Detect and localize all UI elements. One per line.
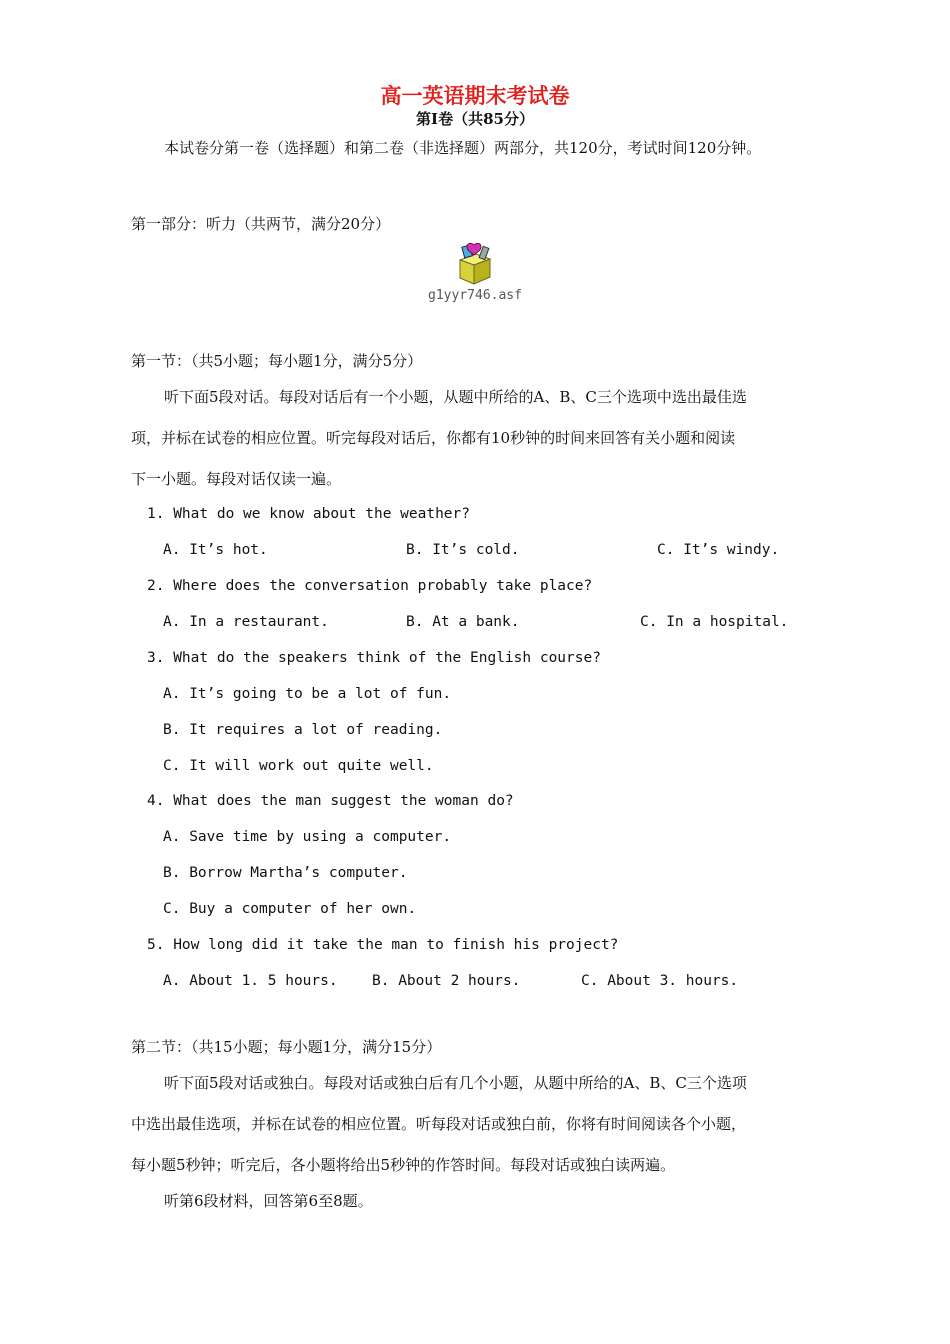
section1-instruction-line: 项，并标在试卷的相应位置。听完每段对话后，你都有10秒钟的时间来回答有关小题和阅读	[131, 429, 736, 447]
package-icon[interactable]	[454, 242, 494, 286]
q3-option-a: A. It’s going to be a lot of fun.	[163, 686, 452, 702]
exam-title: 高一英语期末考试卷	[380, 83, 570, 108]
q2-option-c: C. In a hospital.	[640, 614, 789, 630]
q2-option-b: B. At a bank.	[406, 614, 520, 630]
q2-option-a: A. In a restaurant.	[163, 614, 329, 630]
exam-intro: 本试卷分第一卷（选择题）和第二卷（非选择题）两部分，共120分，考试时间120分钟。	[164, 139, 762, 157]
section2-instruction-line: 中选出最佳选项，并标在试卷的相应位置。听每段对话或独白前，你将有时间阅读各个小题，	[131, 1115, 747, 1133]
section2-heading: 第二节：（共15小题；每小题1分，满分15分）	[131, 1038, 442, 1056]
q1-option-a: A. It’s hot.	[163, 542, 268, 558]
volume-subtitle: 第I卷（共85分）	[416, 110, 534, 128]
question-3: 3. What do the speakers think of the English course?	[147, 650, 601, 666]
question-2: 2. Where does the conversation probably take place?	[147, 578, 593, 594]
part1-heading: 第一部分：听力（共两节，满分20分）	[131, 215, 391, 233]
q1-option-b: B. It’s cold.	[406, 542, 520, 558]
section2-instruction-line: 听下面5段对话或独白。每段对话或独白后有几个小题，从题中所给的A、B、C三个选项	[164, 1074, 747, 1092]
q4-option-c: C. Buy a computer of her own.	[163, 901, 417, 917]
q5-option-b: B. About 2 hours.	[372, 973, 521, 989]
question-1: 1. What do we know about the weather?	[147, 506, 471, 522]
section1-instruction-line: 听下面5段对话。每段对话后有一个小题，从题中所给的A、B、C三个选项中选出最佳选	[164, 388, 747, 406]
q3-option-c: C. It will work out quite well.	[163, 758, 434, 774]
q3-option-b: B. It requires a lot of reading.	[163, 722, 443, 738]
q4-option-a: A. Save time by using a computer.	[163, 829, 452, 845]
question-5: 5. How long did it take the man to finish his project?	[147, 937, 619, 953]
section1-heading: 第一节：（共5小题；每小题1分，满分5分）	[131, 352, 423, 370]
q4-option-b: B. Borrow Martha’s computer.	[163, 865, 408, 881]
q5-option-a: A. About 1. 5 hours.	[163, 973, 338, 989]
question-4: 4. What does the man suggest the woman do?	[147, 793, 514, 809]
q1-option-c: C. It’s windy.	[657, 542, 780, 558]
material-note: 听第6段材料，回答第6至8题。	[164, 1192, 373, 1210]
attachment-filename[interactable]: g1yyr746.asf	[428, 288, 522, 303]
section1-instruction-line: 下一小题。每段对话仅读一遍。	[131, 470, 342, 488]
q5-option-c: C. About 3. hours.	[581, 973, 739, 989]
section2-instruction-line: 每小题5秒钟；听完后，各小题将给出5秒钟的作答时间。每段对话或独白读两遍。	[131, 1156, 676, 1174]
